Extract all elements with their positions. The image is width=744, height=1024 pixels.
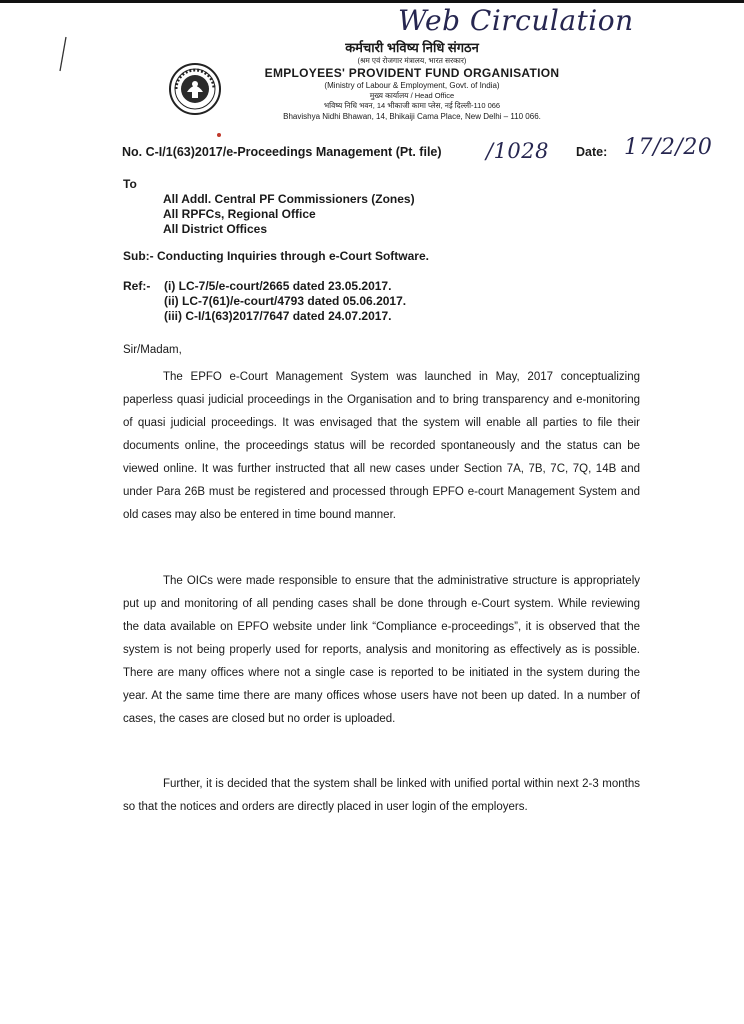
letterhead-hindi-title: कर्मचारी भविष्य निधि संगठन <box>345 40 479 55</box>
top-border-line <box>0 0 744 3</box>
reference-item: (ii) LC-7(61)/e-court/4793 dated 05.06.2017. <box>164 294 407 308</box>
date-label: Date: <box>576 145 608 159</box>
body-paragraph: Further, it is decided that the system shall be linked with unified portal within next 2-3 months so that the notices and orders are directly placed in user login of the employers. <box>123 778 640 813</box>
epfo-logo-emblem <box>168 62 222 116</box>
recipient-item: All RPFCs, Regional Office <box>163 207 316 221</box>
recipient-item: All District Offices <box>163 222 268 236</box>
to-label: To <box>123 177 137 191</box>
letterhead-org-name: EMPLOYEES' PROVIDENT FUND ORGANISATION <box>264 66 560 80</box>
references-label: Ref:- <box>123 279 151 293</box>
handwritten-date: 17/2/20 <box>624 135 713 160</box>
letterhead-address: Bhavishya Nidhi Bhawan, 14, Bhikaiji Cama Place, New Delhi – 110 066. <box>283 112 541 121</box>
subject-line: Sub:- Conducting Inquiries through e-Court Software. <box>123 249 429 263</box>
references-list <box>164 279 406 324</box>
salutation: Sir/Madam, <box>123 344 182 356</box>
reference-line <box>122 135 722 169</box>
reference-item: (i) LC-7/5/e-court/2665 dated 23.05.2017. <box>164 279 392 293</box>
body-paragraph: The EPFO e-Court Management System was launched in May, 2017 conceptualizing paperless quasi judicial proceedings in the Organisation and to bring transparency and e-monitoring of quasi judicial proceedings. It was envisaged that the system will enable all parties to file their documents online, the proceedings status will be recorded spontaneously and the status can be viewed online. It was further instructed that all new cases under Section 7A, 7B, 7C, 7Q, 14B and under Para 26B must be registered and processed through EPFO e-court Management System and old cases may also be entered in time bound manner. <box>123 371 640 521</box>
recipient-list <box>163 192 415 237</box>
reference-number: No. C-I/1(63)2017/e-Proceedings Management (Pt. file) <box>122 145 442 159</box>
body-paragraph: The OICs were made responsible to ensure that the administrative structure is appropriately put up and monitoring of all pending cases shall be done through e-Court system. While reviewing the data available on EPFO website under link “Compliance e-proceedings”, it is observed that the system is not being properly used for reports, analysis and monitoring as effectively as is possible. There are many offices where not a single case is reported to be initiated in the system during the year. At the same time there are many offices whose users have not been up dated. In a number of cases, the cases are closed but no order is uploaded. <box>123 575 640 725</box>
reference-item: (iii) C-I/1(63)2017/7647 dated 24.07.2017. <box>164 309 392 323</box>
letterhead-ministry: (Ministry of Labour & Employment, Govt. of India) <box>324 81 500 90</box>
recipient-item: All Addl. Central PF Commissioners (Zones) <box>163 192 415 206</box>
letterhead-hindi-subtitle: (श्रम एवं रोजगार मंत्रालय, भारत सरकार) <box>357 56 467 65</box>
letterhead-hindi-address: भविष्य निधि भवन, 14 भीकाजी कामा प्लेस, नई दिल्ली-110 066 <box>323 101 501 110</box>
letterhead <box>232 40 592 123</box>
margin-pen-mark <box>58 36 68 72</box>
red-ink-dot <box>217 133 221 137</box>
letterhead-head-office: मुख्य कार्यालय / Head Office <box>369 91 455 100</box>
web-circulation-handwritten-note: Web Circulation <box>398 4 634 37</box>
handwritten-reference-number: /1028 <box>486 139 550 163</box>
